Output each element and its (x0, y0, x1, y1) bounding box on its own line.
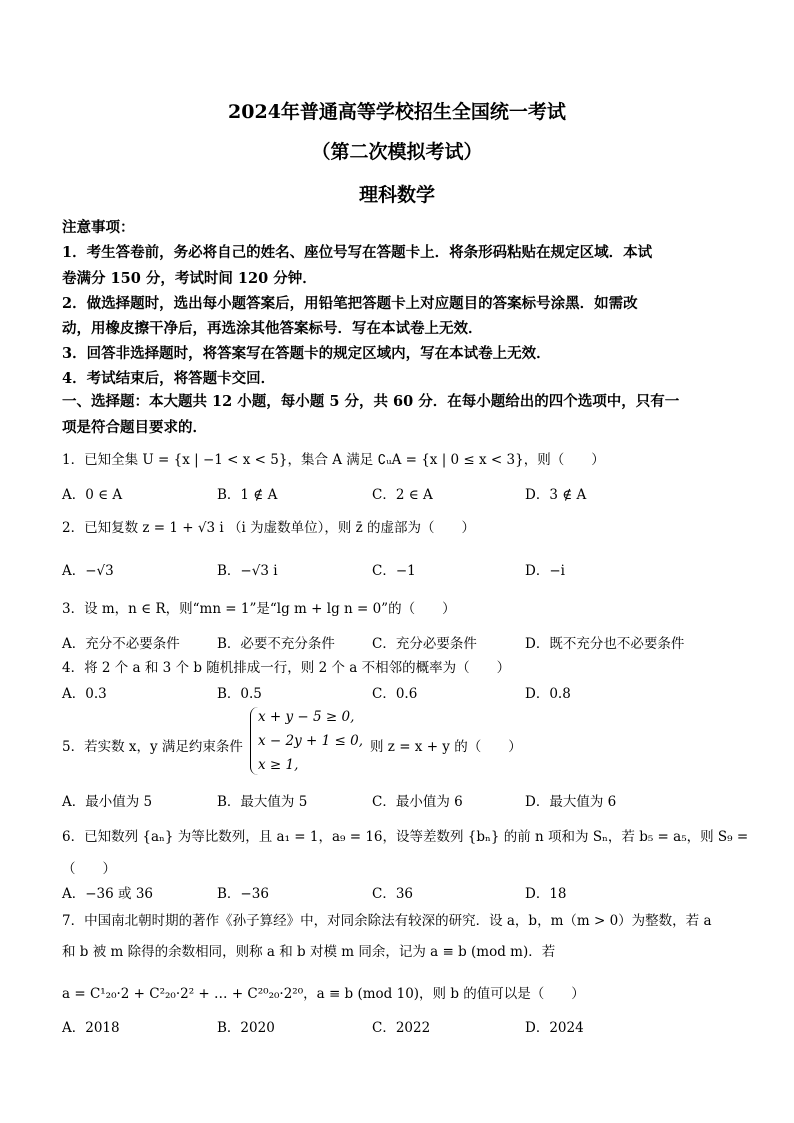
note-2-line-2: 动，用橡皮擦干净后，再选涂其他答案标号．写在本试卷上无效． (62, 320, 483, 337)
question-4-option-d: D．0.8 (525, 686, 571, 702)
section-1-line-2: 项是符合题目要求的． (62, 419, 207, 436)
question-7-option-c: C．2022 (372, 1020, 431, 1036)
question-2-option-d: D．−i (525, 563, 565, 579)
question-6-option-b: B．−36 (217, 886, 269, 902)
constraint-2: x − 2y + 1 ≤ 0, (258, 733, 363, 749)
note-2-line-1: 2．做选择题时，选出每小题答案后，用铅笔把答题卡上对应题目的答案标号涂黑．如需改 (62, 295, 638, 312)
question-5-stem-prefix: 5．若实数 x，y 满足约束条件 (62, 739, 243, 755)
question-1-option-b: B．1 ∉ A (217, 487, 278, 503)
question-7-option-d: D．2024 (525, 1020, 584, 1036)
question-6-option-c: C．36 (372, 886, 414, 902)
question-4-option-c: C．0.6 (372, 686, 418, 702)
note-1-line-1: 1．考生答卷前，务必将自己的姓名、座位号写在答题卡上．将条形码粘贴在规定区域．本试 (62, 244, 653, 261)
question-2-option-b: B．−√3 i (217, 563, 278, 579)
question-2-option-c: C．−1 (372, 563, 416, 579)
question-2-option-a: A．−√3 (62, 563, 114, 579)
exam-title: 2024年普通高等学校招生全国统一考试 (228, 101, 566, 123)
question-1-option-a: A．0 ∈ A (62, 487, 123, 503)
question-4-option-a: A．0.3 (62, 686, 107, 702)
question-6-stem: 6．已知数列 {aₙ} 为等比数列，且 a₁ = 1，a₉ = 16，设等差数列 {bₙ} 的前 n 项和为 Sₙ，若 b₅ = a₅，则 S₉ = (62, 829, 749, 845)
question-6-blank: （ ） (62, 861, 116, 877)
question-5-option-d: D．最大值为 6 (525, 794, 617, 810)
constraint-3: x ≥ 1, (258, 757, 299, 773)
notes-heading: 注意事项： (62, 219, 135, 236)
question-2-stem: 2．已知复数 z = 1 + √3 i （i 为虚数单位），则 z̄ 的虚部为（ ） (62, 520, 476, 536)
question-6-option-d: D．18 (525, 886, 567, 902)
question-1-option-d: D．3 ∉ A (525, 487, 587, 503)
question-1-option-c: C．2 ∈ A (372, 487, 433, 503)
note-1-line-2: 卷满分 150 分，考试时间 120 分钟． (62, 270, 317, 287)
question-1-stem: 1．已知全集 U = {x | −1 < x < 5}，集合 A 满足 ∁ᵤA = {x | 0 ≤ x < 3}，则（ ） (62, 452, 605, 468)
question-5-option-a: A．最小值为 5 (62, 794, 153, 810)
question-4-option-b: B．0.5 (217, 686, 262, 702)
question-3-option-a: A．充分不必要条件 (62, 636, 180, 652)
exam-subject: 理科数学 (358, 184, 435, 206)
note-4: 4．考试结束后，将答题卡交回． (62, 370, 276, 387)
question-5-stem-suffix: 则 z = x + y 的（ ） (370, 739, 522, 755)
question-3-option-c: C．充分必要条件 (372, 636, 477, 652)
question-5-option-c: C．最小值为 6 (372, 794, 463, 810)
exam-subtitle: （第二次模拟考试） (311, 141, 483, 163)
constraint-1: x + y − 5 ≥ 0, (258, 709, 355, 725)
note-3: 3．回答非选择题时，将答案写在答题卡的规定区域内，写在本试卷上无效． (62, 345, 551, 362)
question-7-line-3: a = C¹₂₀·2 + C²₂₀·2² + … + C²⁰₂₀·2²⁰，a ≡ b (mod 10)，则 b 的值可以是（ ） (62, 986, 585, 1002)
question-6-option-a: A．−36 或 36 (62, 886, 153, 902)
question-5-option-b: B．最大值为 5 (217, 794, 308, 810)
question-4-stem: 4．将 2 个 a 和 3 个 b 随机排成一行，则 2 个 a 不相邻的概率为（ ） (62, 660, 511, 676)
question-3-option-d: D．既不充分也不必要条件 (525, 636, 685, 652)
section-1-line-1: 一、选择题：本大题共 12 小题，每小题 5 分，共 60 分．在每小题给出的四个选项中，只有一 (62, 393, 680, 410)
question-7-line-2: 和 b 被 m 除得的余数相同，则称 a 和 b 对模 m 同余，记为 a ≡ b (mod m)．若 (62, 944, 556, 960)
question-7-option-b: B．2020 (217, 1020, 275, 1036)
question-3-stem: 3．设 m，n ∈ R，则“mn = 1”是“lg m + lg n = 0”的（ ） (62, 601, 456, 617)
question-7-option-a: A．2018 (62, 1020, 120, 1036)
question-3-option-b: B．必要不充分条件 (217, 636, 335, 652)
question-7-line-1: 7．中国南北朝时期的著作《孙子算经》中，对同余除法有较深的研究．设 a，b，m（m > 0）为整数，若 a (62, 913, 712, 929)
